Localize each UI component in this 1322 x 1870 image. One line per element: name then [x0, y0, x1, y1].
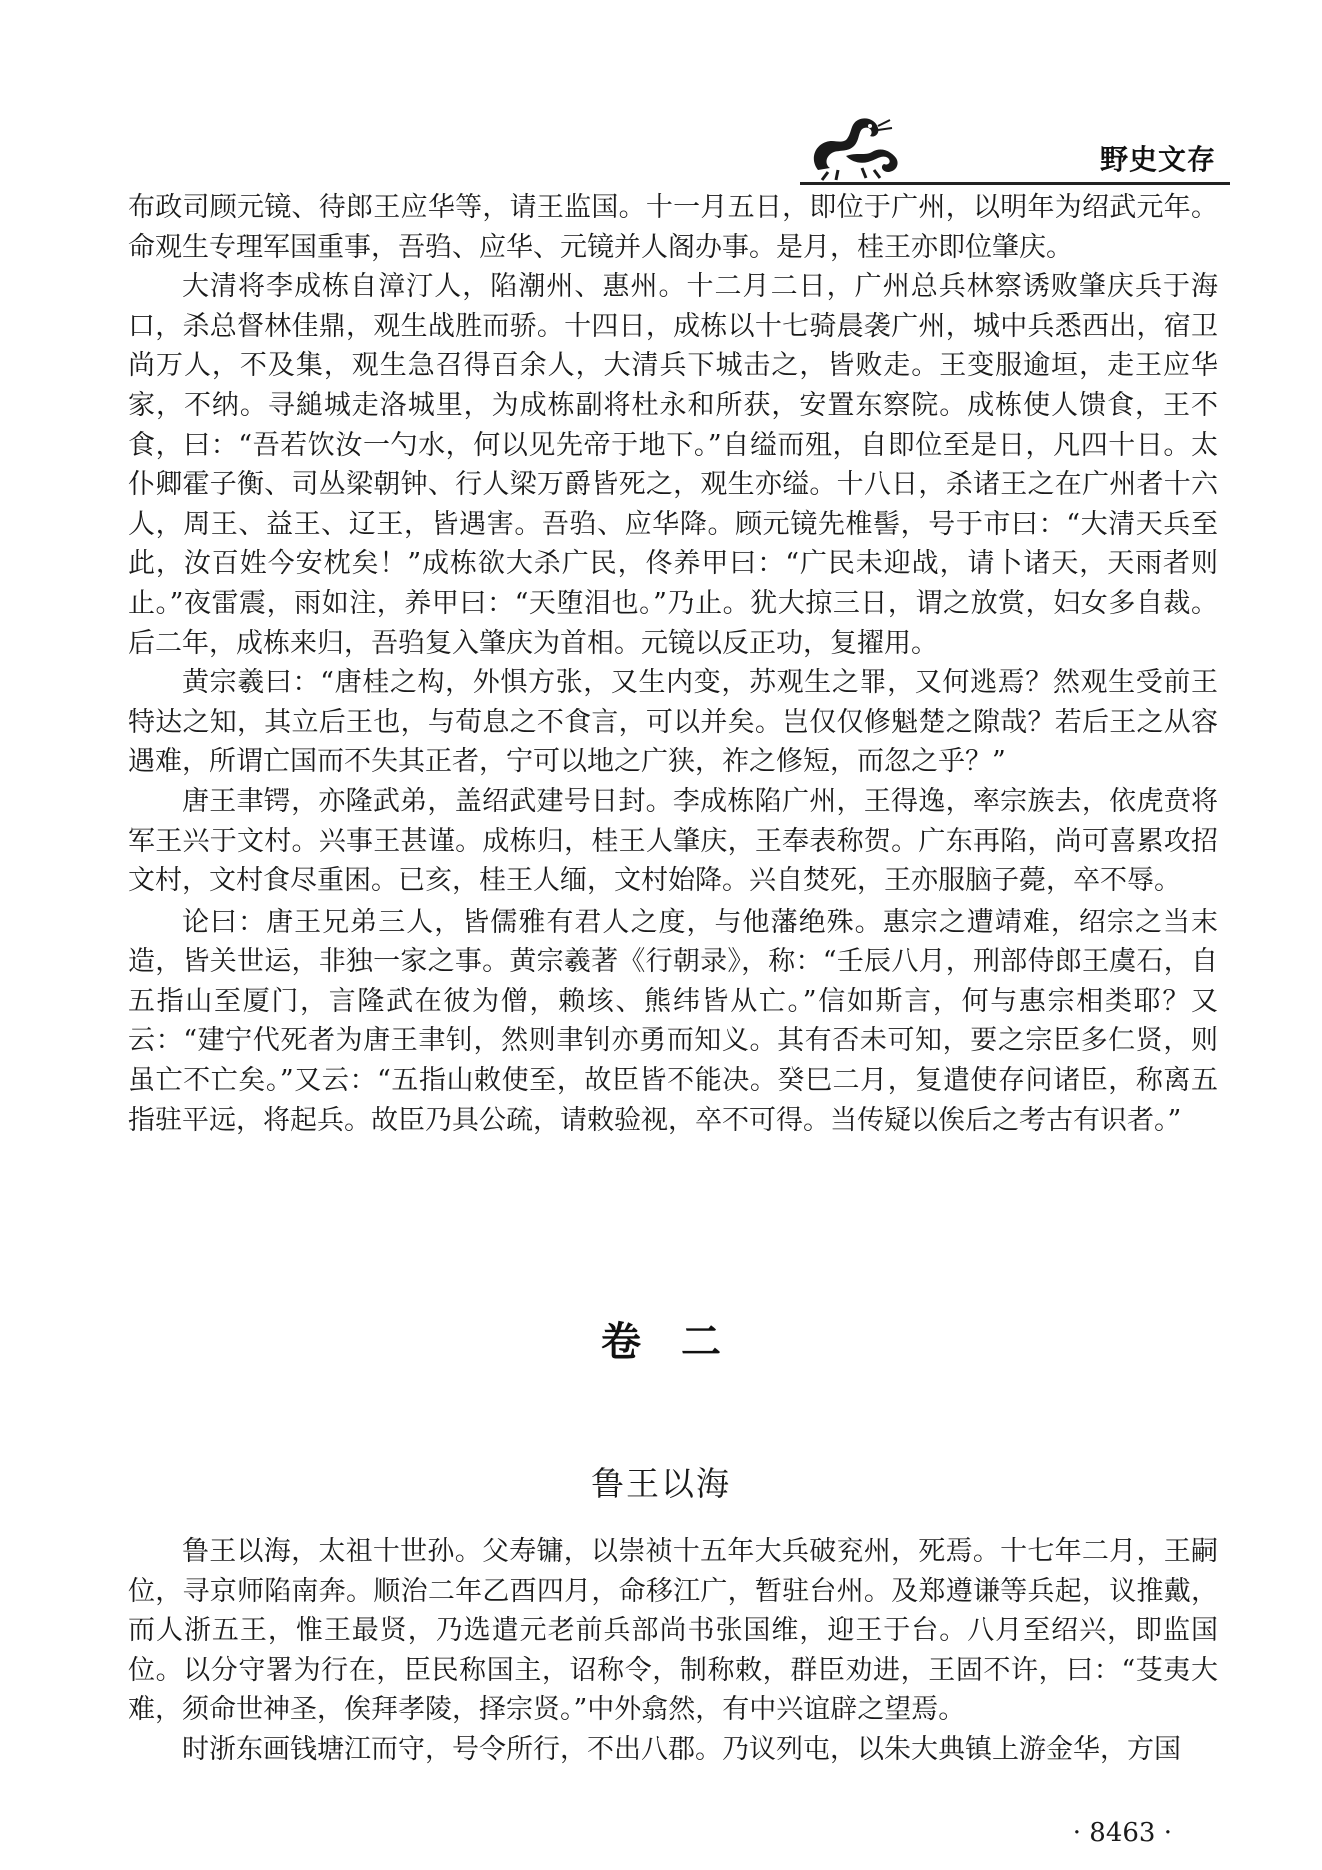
main-text-top	[128, 188, 1218, 1140]
running-head-title: 野史文存	[1099, 143, 1216, 176]
paragraph: 唐王聿锷，亦隆武弟，盖绍武建号日封。李成栋陷广州，王得逸，率宗族去，依虎贲将军王兴于文村。兴事王甚谨。成栋归，桂王人肇庆，王奉表称贺。广东再陷，尚可喜累攻招文村，文村食尽重困。已亥，桂王人缅，文村始降。兴自焚死，王亦服脑子薨，卒不辱。	[128, 785, 1218, 897]
page-header	[800, 112, 1230, 184]
chapter-title: 卷二	[601, 1319, 761, 1365]
paragraph: 布政司顾元镜、待郎王应华等，请王监国。十一月五日，即位于广州，以明年为绍武元年。命观生专理军国重事，吾驺、应华、元镜并人阁办事。是月，桂王亦即位肇庆。	[128, 192, 1218, 263]
main-text-bottom	[128, 1532, 1218, 1770]
paragraph: 论曰：唐王兄弟三人，皆儒雅有君人之度，与他藩绝殊。惠宗之遭靖难，绍宗之当末造，皆关世运，非独一家之事。黄宗羲著《行朝录》，称：“壬辰八月，刑部侍郎王虞石，自五指山至厦门，言隆武在彼为僧，赖垓、熊纬皆从亡。”信如斯言，何与惠宗相类耶？又云：“建宁代死者为唐王聿钊，然则聿钊亦勇而知义。其有否未可知，要之宗臣多仁贤，则虽亡不亡矣。”又云：“五指山敕使至，故臣皆不能决。癸巳二月，复遣使存问诸臣，称离五指驻平远，将起兵。故臣乃具公疏，请敕验视，卒不可得。当传疑以俟后之考古有识者。”	[128, 906, 1218, 1136]
paragraph: 黄宗羲曰：“唐桂之构，外惧方张，又生内变，苏观生之罪，又何逃焉？然观生受前王特达之知，其立后王也，与荀息之不食言，可以并矣。岂仅仅修魁楚之隙哉？若后王之从容遇难，所谓亡国而不失其正者，宁可以地之广狭，祚之修短，而忽之乎？”	[128, 667, 1218, 778]
header-rule	[800, 182, 1230, 185]
dragon-icon	[800, 112, 910, 184]
paragraph: 鲁王以海，太祖十世孙。父寿镛，以崇祯十五年大兵破兖州，死焉。十七年二月，王嗣位，寻京师陷南奔。顺治二年乙酉四月，命移江广，暂驻台州。及郑遵谦等兵起，议推戴，而人浙五王，惟王最贤，乃选遣元老前兵部尚书张国维，迎王于台。八月至绍兴，即监国位。以分守署为行在，臣民称国主，诏称令，制称敕，群臣劝进，王固不许，曰：“芟夷大难，须命世神圣，俟拜孝陵，择宗贤。”中外翕然，有中兴谊辟之望焉。	[128, 1536, 1218, 1726]
section-title: 鲁王以海	[591, 1464, 731, 1503]
paragraph: 时浙东画钱塘江而守，号令所行，不出八郡。乃议列屯，以朱大典镇上游金华，方国	[182, 1733, 1181, 1765]
paragraph: 大清将李成栋自漳汀人，陷潮州、惠州。十二月二日，广州总兵林察诱败肇庆兵于海口，杀总督林佳鼎，观生战胜而骄。十四日，成栋以十七骑晨袭广州，城中兵悉西出，宿卫尚万人，不及集，观生急召得百余人，大清兵下城击之，皆败走。王变服逾垣，走王应华家，不纳。寻縋城走洛城里，为成栋副将杜永和所获，安置东察院。成栋使人馈食，王不食，曰：“吾若饮汝一勺水，何以见先帝于地下。”自缢而殂，自即位至是日，凡四十日。太仆卿霍子衡、司丛梁朝钟、行人梁万爵皆死之，观生亦缢。十八日，杀诸王之在广州者十六人，周王、益王、辽王，皆遇害。吾驺、应华降。顾元镜先椎髻，号于市曰：“大清天兵至此，汝百姓今安枕矣！”成栋欲大杀广民，佟养甲曰：“广民未迎战，请卜诸天，天雨者则止。”夜雷震，雨如注，养甲曰：“天堕泪也。”乃止。犹大掠三日，谓之放赏，妇女多自裁。后二年，成栋来归，吾驺复入肇庆为首相。元镜以反正功，复擢用。	[128, 271, 1218, 659]
page-number: · 8463 ·	[1072, 1818, 1172, 1848]
